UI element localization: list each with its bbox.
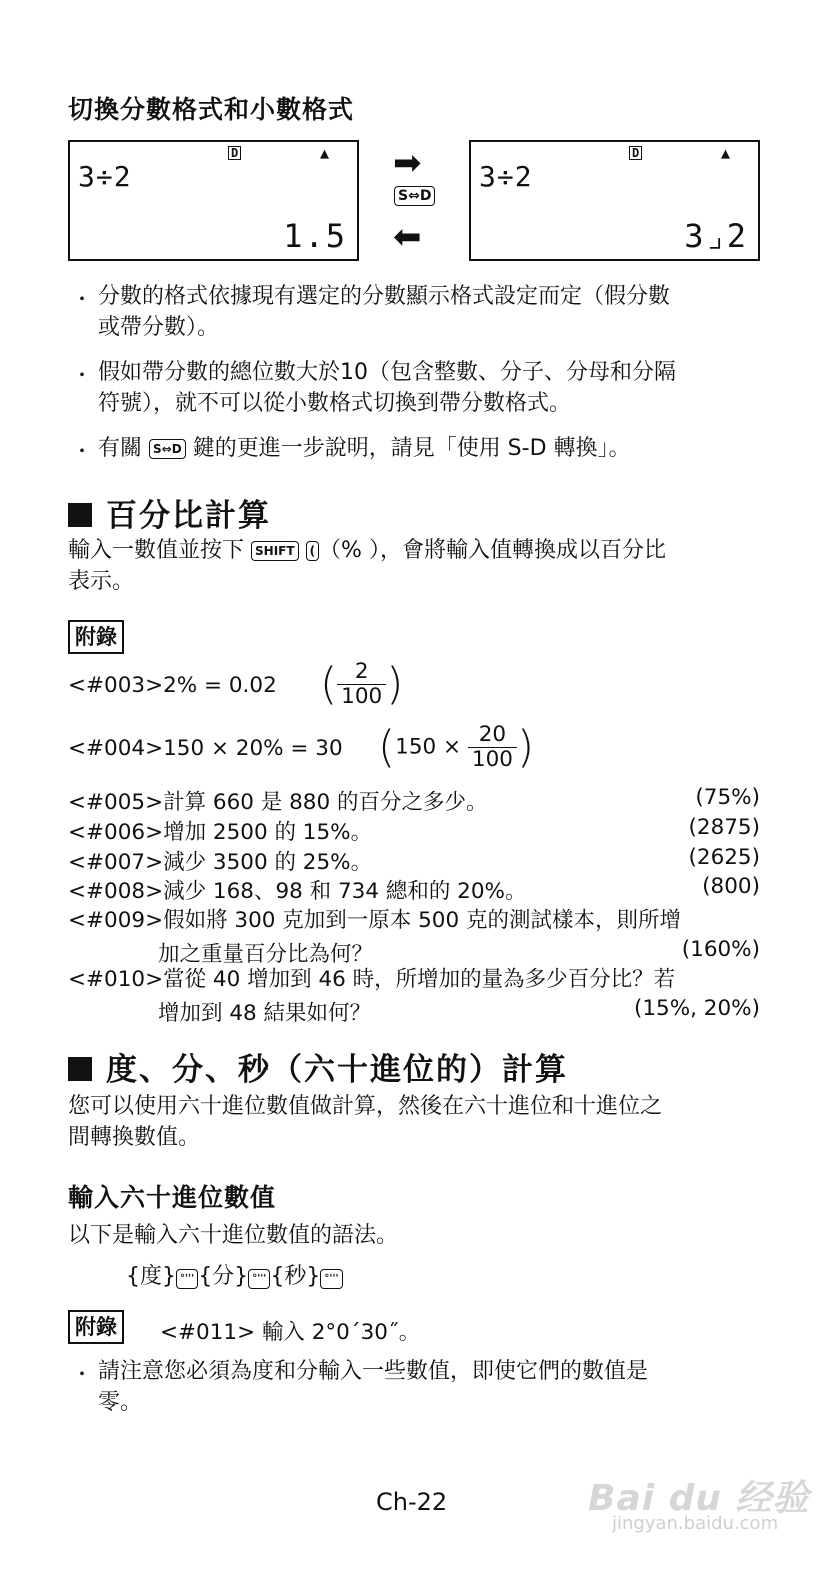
example-007: <#007>減少 3500 的 25%。 (2625) (68, 845, 760, 875)
d-indicator: D (228, 146, 241, 160)
d-indicator: D (629, 146, 642, 160)
bullet-line: 或帶分數）。 (98, 315, 220, 340)
bullet-text (98, 357, 768, 419)
example-005: <#005>計算 660 是 880 的百分之多少。 (75%) (68, 785, 760, 815)
syntax-line: {度} °''' {分} °''' {秒} °''' (126, 1261, 343, 1292)
example-011: <#011> 輸入 2°0´30˝。 (160, 1320, 421, 1345)
bullet-icon: ・ (72, 1362, 92, 1386)
fraction-004: (150 × $\frac{20}{100}$ ) (378, 721, 535, 773)
sexagesimal-intro: 您可以使用六十進位數值做計算，然後在六十進位和十進位之 間轉換數值。 (68, 1094, 663, 1150)
screen-expression: 3÷2 (479, 160, 533, 193)
screen-result: 3⌟2 (684, 217, 748, 255)
arrow-right-icon: ➡ (393, 143, 422, 183)
example-003: <#003>2% = 0.02 (68, 673, 277, 698)
fraction-003: ( $\frac{2}{100}$ ) (320, 658, 404, 710)
example-004: <#004>150 × 20% = 30 (68, 736, 343, 761)
arrow-left-icon: ⬅ (393, 217, 422, 257)
note-text: 請注意您必須為度和分輸入一些數值，即使它們的數值是 零。 (98, 1359, 649, 1415)
calc-screen-left (68, 140, 359, 261)
screen-result: 1.5 (283, 217, 347, 255)
calc-screen-right (469, 140, 760, 261)
subtitle-input-sexagesimal: 輸入六十進位數值 (68, 1183, 277, 1212)
section-title-fraction-decimal: 切換分數格式和小數格式 (68, 95, 355, 124)
bullet-icon: ・ (72, 439, 92, 463)
square-bullet-icon (68, 1057, 92, 1081)
example-008: <#008>減少 168、98 和 734 總和的 20%。 (800) (68, 874, 760, 904)
page-number: Ch-22 (376, 1488, 448, 1516)
up-indicator-icon: ▲ (721, 144, 731, 162)
baidu-watermark-url: jingyan.baidu.com (612, 1513, 779, 1534)
paren-key: ( (306, 541, 319, 561)
appendix-label: 附錄 (68, 620, 124, 654)
degree-key: °''' (248, 1269, 270, 1289)
sd-key: S⇔D (149, 439, 186, 459)
degree-key: °''' (176, 1269, 198, 1289)
bullet-line: 假如帶分數的總位數大於10（包含整數、分子、分母和分隔 (98, 360, 676, 385)
sd-key: S⇔D (394, 186, 435, 206)
bullet-text: 有關 S⇔D 鍵的更進一步說明，請見「使用 S-D 轉換」。 (98, 436, 631, 461)
percent-intro: 輸入一數值並按下 SHIFT ( （% ），會將輸入值轉換成以百分比 表示。 (68, 538, 666, 594)
degree-key: °''' (320, 1269, 342, 1289)
example-009: <#009>假如將 300 克加到一原本 500 克的測試樣本，則所增 加之重量百分比為何？ (160%) (68, 908, 760, 967)
bullet-icon: ・ (72, 363, 92, 387)
up-indicator-icon: ▲ (320, 144, 330, 162)
bullet-line: 符號），就不可以從小數格式切換到帶分數格式。 (98, 391, 572, 416)
example-006: <#006>增加 2500 的 15%。 (2875) (68, 815, 760, 845)
shift-key: SHIFT (251, 541, 299, 561)
section-title-percent: 百分比計算 (68, 490, 271, 535)
bullet-text (98, 281, 768, 343)
baidu-watermark-logo: Bai du 经验 (588, 1478, 810, 1519)
example-010: <#010>當從 40 增加到 46 時，所增加的量為多少百分比？若 增加到 48 結果如何？ (15%, 20%) (68, 967, 760, 1026)
square-bullet-icon (68, 503, 92, 527)
screen-expression: 3÷2 (78, 160, 132, 193)
bullet-icon: ・ (72, 287, 92, 311)
syntax-intro: 以下是輸入六十進位數值的語法。 (68, 1223, 399, 1248)
section-title-sexagesimal: 度、分、秒（六十進位的）計算 (68, 1044, 568, 1089)
appendix-label: 附錄 (68, 1310, 124, 1344)
bullet-line: 分數的格式依據現有選定的分數顯示格式設定而定（假分數 (98, 284, 671, 309)
